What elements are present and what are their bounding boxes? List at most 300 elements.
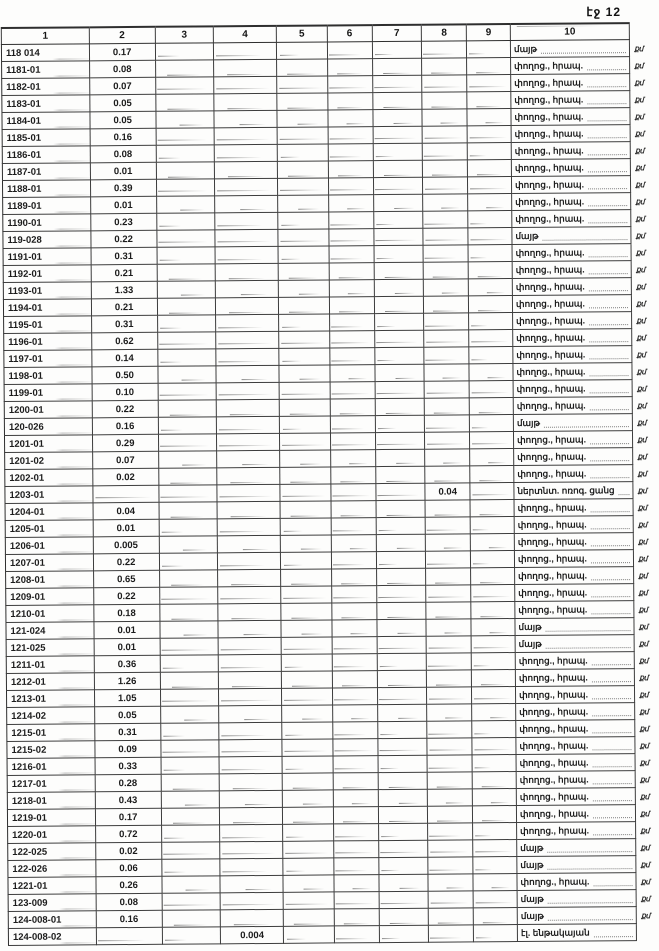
cell-c8 xyxy=(426,517,471,534)
object-type-label: փողոց., հրապ. xyxy=(519,757,589,768)
value-cell: 0.22 xyxy=(93,587,159,605)
dotted-leader xyxy=(587,120,626,121)
cell-c3 xyxy=(161,757,220,774)
cell-c8 xyxy=(428,857,473,874)
dotted-leader xyxy=(592,715,631,716)
dotted-leader xyxy=(547,851,632,853)
cell-c6 xyxy=(327,42,372,59)
margin-cell xyxy=(635,770,657,787)
row-id-cell: 1213-01 xyxy=(6,690,94,708)
row-id-cell: 124-008-01 xyxy=(8,911,96,929)
cell-c6 xyxy=(330,382,375,399)
cell-c3 xyxy=(160,689,219,706)
cell-c5 xyxy=(278,280,329,297)
object-type-cell xyxy=(516,737,635,755)
cell-c6 xyxy=(332,620,377,637)
unit-mark: քմ xyxy=(639,706,650,716)
dotted-leader xyxy=(543,239,628,241)
margin-cell xyxy=(631,294,653,311)
cell-c6 xyxy=(327,76,372,93)
value-cell: 0.31 xyxy=(91,247,157,265)
cell-c3 xyxy=(156,179,215,196)
object-type-cell xyxy=(514,533,633,551)
cell-c3 xyxy=(157,315,216,332)
margin-cell xyxy=(635,821,657,838)
dotted-leader xyxy=(590,409,629,410)
dotted-leader xyxy=(590,443,629,444)
cell-c7 xyxy=(379,908,429,925)
cell-c6 xyxy=(329,263,374,280)
margin-cell xyxy=(636,872,658,889)
cell-c6 xyxy=(332,637,377,654)
cell-c4 xyxy=(218,603,281,620)
margin-cell xyxy=(634,685,656,702)
dotted-leader xyxy=(592,749,631,750)
margin-cell xyxy=(632,328,654,345)
margin-cell xyxy=(635,702,657,719)
cell-c4 xyxy=(214,93,277,110)
object-type-cell xyxy=(517,839,636,857)
row-id-cell: 1197-01 xyxy=(4,350,92,368)
cell-c4 xyxy=(214,42,277,59)
cell-c8 xyxy=(422,92,467,109)
object-type-label: մայթ xyxy=(516,417,540,428)
row-id-cell: 1198-01 xyxy=(4,367,92,385)
value-cell: 1.33 xyxy=(91,281,157,299)
cell-c9 xyxy=(470,415,514,432)
object-type-label: փողոց., հրապ. xyxy=(515,179,585,190)
unit-mark: քմ xyxy=(636,366,648,376)
cell-c9 xyxy=(474,924,518,941)
value-cell: 0.09 xyxy=(95,740,161,758)
row-id-cell: 1218-01 xyxy=(7,792,95,810)
object-type-cell xyxy=(516,771,635,789)
cell-c5 xyxy=(280,433,331,450)
dotted-leader xyxy=(619,494,630,495)
cell-c7 xyxy=(373,160,423,177)
cell-c4 xyxy=(220,875,283,892)
cell-c8 xyxy=(425,415,470,432)
dotted-leader xyxy=(546,630,631,632)
cell-c4 xyxy=(220,790,283,807)
cell-c6 xyxy=(328,161,373,178)
cell-c3 xyxy=(156,213,215,230)
value-cell: 0.22 xyxy=(91,230,157,248)
cell-c4 xyxy=(220,892,283,909)
value-cell: 0.62 xyxy=(91,332,157,350)
cell-c8 xyxy=(428,823,473,840)
object-type-cell xyxy=(512,295,631,313)
cell-c6 xyxy=(329,246,374,263)
margin-cell xyxy=(634,668,656,685)
cell-c3 xyxy=(155,43,214,60)
value-cell: 0.07 xyxy=(92,451,158,469)
value-cell: 0.36 xyxy=(94,655,160,673)
cell-c3 xyxy=(158,468,217,485)
row-id-cell: 1214-02 xyxy=(7,707,95,725)
cell-c9 xyxy=(472,721,516,738)
cell-c4 xyxy=(217,501,280,518)
row-id-cell: 1200-01 xyxy=(4,401,92,419)
cell-c9 xyxy=(471,636,515,653)
cell-c5 xyxy=(281,637,332,654)
cell-c9 xyxy=(473,806,517,823)
unit-mark: քմ xyxy=(638,570,649,580)
value-cell: 0.21 xyxy=(91,298,157,316)
cell-c3 xyxy=(155,94,214,111)
value-cell: 0.10 xyxy=(92,383,158,401)
cell-c6 xyxy=(328,110,373,127)
row-id-cell: 1210-01 xyxy=(6,605,94,623)
cell-c9 xyxy=(468,211,512,228)
dotted-leader xyxy=(593,885,632,886)
cell-c8 xyxy=(429,908,474,925)
margin-cell xyxy=(631,277,653,294)
cell-c9 xyxy=(473,890,517,907)
cell-c8 xyxy=(426,551,471,568)
dotted-leader xyxy=(592,681,631,682)
cell-c3 xyxy=(162,910,221,927)
margin-cell xyxy=(632,379,654,396)
margin-cell xyxy=(631,209,653,226)
row-id-cell: 1201-01 xyxy=(4,435,92,453)
unit-mark: քմ xyxy=(634,77,645,87)
cell-c3 xyxy=(157,332,216,349)
object-type-label: փողոց., հրապ. xyxy=(517,468,587,479)
cell-c9 xyxy=(469,381,513,398)
cell-c6 xyxy=(331,467,376,484)
value-cell xyxy=(93,485,159,503)
cell-c8 xyxy=(425,500,470,517)
row-id-cell: 1192-01 xyxy=(3,265,91,283)
object-type-label: փողոց., հրապ. xyxy=(514,128,584,139)
cell-c6 xyxy=(332,603,377,620)
row-id-cell: 1212-01 xyxy=(6,673,94,691)
row-id-cell: 1188-01 xyxy=(2,180,90,198)
object-type-label: փողոց., հրապ. xyxy=(516,315,586,326)
dotted-leader xyxy=(588,154,627,155)
cell-c5 xyxy=(281,620,332,637)
object-type-label: փողոց., հրապ. xyxy=(519,740,589,751)
unit-mark: քմ xyxy=(638,604,649,614)
dotted-leader xyxy=(591,511,630,512)
margin-cell xyxy=(630,158,652,175)
cell-c5 xyxy=(277,127,328,144)
unit-mark: քմ xyxy=(635,247,647,257)
cell-c8 xyxy=(423,194,468,211)
cell-c9 xyxy=(470,432,514,449)
unit-mark: քմ xyxy=(636,349,647,359)
margin-cell xyxy=(634,651,656,668)
row-id-cell: 1211-01 xyxy=(6,656,94,674)
value-cell: 0.17 xyxy=(89,43,155,61)
object-type-label: փողոց., հրապ. xyxy=(515,264,585,275)
cell-c9 xyxy=(467,126,511,143)
margin-cell xyxy=(635,753,657,770)
cell-c6 xyxy=(333,841,378,858)
dotted-leader xyxy=(588,222,627,223)
cell-c4 xyxy=(218,654,281,671)
margin-cell xyxy=(635,736,657,753)
unit-mark: քմ xyxy=(637,451,648,461)
margin-cell xyxy=(635,719,657,736)
cell-c5 xyxy=(281,654,332,671)
cell-c9 xyxy=(469,313,513,330)
object-type-label: փողոց., հրապ. xyxy=(517,519,587,530)
cadastre-table-wrap xyxy=(1,22,659,946)
cell-c6 xyxy=(329,212,374,229)
object-type-label: փողոց., հրապ. xyxy=(516,383,586,394)
cell-c4 xyxy=(216,297,279,314)
cell-c7 xyxy=(377,653,427,670)
value-cell: 0.23 xyxy=(91,213,157,231)
dotted-leader xyxy=(589,324,628,325)
object-type-label: փողոց., հրապ. xyxy=(518,570,588,581)
cell-c3 xyxy=(158,366,217,383)
dotted-leader xyxy=(593,817,632,818)
dotted-leader xyxy=(591,562,630,563)
cell-c5 xyxy=(280,552,331,569)
object-type-label: փողոց., հրապ. xyxy=(516,366,586,377)
unit-mark: քմ xyxy=(638,672,650,682)
value-cell: 0.07 xyxy=(89,77,155,95)
object-type-cell xyxy=(517,856,636,874)
object-type-label: փողոց., հրապ. xyxy=(518,655,588,666)
cell-c3 xyxy=(161,808,220,825)
cell-c5 xyxy=(282,790,333,807)
cell-c6 xyxy=(330,348,375,365)
cell-c6 xyxy=(329,229,374,246)
unit-mark: քմ xyxy=(639,723,650,733)
cell-c4 xyxy=(216,314,279,331)
cell-c5 xyxy=(280,484,331,501)
object-type-cell xyxy=(515,669,634,687)
margin-cell xyxy=(636,855,658,872)
cell-c7 xyxy=(376,551,426,568)
unit-mark: քմ xyxy=(634,179,646,189)
object-type-label: փողոց., հրապ. xyxy=(519,723,589,734)
cell-c3 xyxy=(156,230,215,247)
dotted-leader xyxy=(546,647,631,649)
cell-c9 xyxy=(471,585,515,602)
cell-c4 xyxy=(219,773,282,790)
unit-mark: քմ xyxy=(635,230,646,240)
row-id-cell: 1220-01 xyxy=(8,826,96,844)
cell-c9 xyxy=(472,670,516,687)
margin-cell xyxy=(630,90,652,107)
cell-c9 xyxy=(470,466,514,483)
dotted-leader xyxy=(593,800,632,801)
cell-c4 xyxy=(218,535,281,552)
row-id-cell: 1183-01 xyxy=(2,95,90,113)
object-type-label: փողոց., հրապ. xyxy=(516,400,586,411)
unit-mark: քմ xyxy=(634,94,645,104)
cell-c7 xyxy=(372,92,422,109)
cell-c8 xyxy=(423,160,468,177)
dotted-leader xyxy=(548,902,633,904)
cell-c4 xyxy=(214,76,277,93)
cell-c5 xyxy=(279,399,330,416)
cell-c5 xyxy=(280,535,331,552)
cell-c5 xyxy=(283,926,334,943)
object-type-label: փողոց., հրապ. xyxy=(518,587,588,598)
dotted-leader xyxy=(590,477,629,478)
cell-c8 xyxy=(423,228,468,245)
cell-c8 xyxy=(428,772,473,789)
column-header: 9 xyxy=(466,24,510,41)
column-header: 2 xyxy=(89,27,155,44)
object-type-label: փողոց., հրապ. xyxy=(514,60,584,71)
margin-cell xyxy=(631,260,653,277)
object-type-label: փողոց., հրապ. xyxy=(517,553,587,564)
cell-c3 xyxy=(156,145,215,162)
unit-mark: քմ xyxy=(635,264,647,274)
cell-c5 xyxy=(283,841,334,858)
value-cell: 0.05 xyxy=(90,111,156,129)
dotted-leader xyxy=(587,103,626,104)
cell-c9 xyxy=(469,330,513,347)
cell-c6 xyxy=(330,416,375,433)
cell-c8 xyxy=(427,721,472,738)
cell-c9 xyxy=(470,534,514,551)
object-type-cell xyxy=(516,754,635,772)
cell-c8 xyxy=(426,602,471,619)
margin-cell xyxy=(631,192,653,209)
object-type-label: մայթ xyxy=(513,43,538,54)
object-type-label: փողոց., հրապ. xyxy=(519,689,589,700)
object-type-label: մայթ xyxy=(520,859,544,870)
unit-mark: քմ xyxy=(638,587,649,597)
object-type-label: մայթ xyxy=(518,638,542,649)
cell-c4 xyxy=(215,246,278,263)
object-type-cell xyxy=(512,261,631,279)
value-cell: 0.01 xyxy=(90,162,156,180)
cell-c5 xyxy=(278,297,329,314)
cell-c5 xyxy=(283,824,334,841)
object-type-cell xyxy=(512,227,631,245)
cell-c6 xyxy=(333,739,378,756)
value-cell: 0.16 xyxy=(92,417,158,435)
object-type-label: փողոց., հրապ. xyxy=(519,706,589,717)
unit-mark: քմ xyxy=(639,757,651,767)
dotted-leader xyxy=(588,137,627,138)
object-type-label: փողոց., հրապ. xyxy=(514,111,584,122)
margin-cell xyxy=(636,923,658,940)
cell-c4 xyxy=(217,467,280,484)
dotted-leader xyxy=(591,613,630,614)
cell-c6 xyxy=(328,195,373,212)
row-id-cell: 124-008-02 xyxy=(8,928,96,946)
margin-cell xyxy=(636,838,658,855)
table-body xyxy=(1,39,658,945)
cell-c6 xyxy=(328,93,373,110)
cell-c9 xyxy=(470,500,514,517)
cell-c8 xyxy=(424,347,469,364)
unit-mark: քմ xyxy=(640,893,652,903)
value-cell: 0.39 xyxy=(90,179,156,197)
cell-c8 xyxy=(428,874,473,891)
object-type-cell xyxy=(514,482,633,500)
column-header: 10 xyxy=(510,23,629,40)
cell-c9 xyxy=(473,840,517,857)
cell-c7 xyxy=(377,619,427,636)
row-id-cell: 1196-01 xyxy=(4,333,92,351)
cell-c7 xyxy=(378,857,428,874)
cell-c4 xyxy=(217,433,280,450)
dotted-leader xyxy=(592,732,631,733)
cell-c5 xyxy=(283,892,334,909)
object-type-label: փողոց., հրապ. xyxy=(515,196,585,207)
object-type-cell xyxy=(515,686,634,704)
cell-c7 xyxy=(374,347,424,364)
cell-c9 xyxy=(469,296,513,313)
cell-c3 xyxy=(161,842,220,859)
unit-mark: քմ xyxy=(638,655,650,665)
dotted-leader xyxy=(589,307,628,308)
object-type-cell xyxy=(517,890,636,908)
unit-mark: քմ xyxy=(635,281,647,291)
cell-c5 xyxy=(283,858,334,875)
cell-c7 xyxy=(378,755,428,772)
cell-c5 xyxy=(278,195,329,212)
cell-c5 xyxy=(277,110,328,127)
margin-cell xyxy=(633,481,655,498)
object-type-label: փողոց., հրապ. xyxy=(518,672,588,683)
cell-c6 xyxy=(334,926,379,943)
object-type-label: փողոց., հրապ. xyxy=(514,77,584,88)
cell-c5 xyxy=(281,586,332,603)
object-type-cell xyxy=(511,108,630,126)
unit-mark: քմ xyxy=(639,774,651,784)
cell-c4 xyxy=(215,263,278,280)
dotted-leader xyxy=(590,392,629,393)
cell-c5 xyxy=(278,229,329,246)
cell-c4 xyxy=(215,161,278,178)
cell-c3 xyxy=(159,570,218,587)
object-type-cell xyxy=(515,601,634,619)
cell-c7 xyxy=(376,517,426,534)
cell-c5 xyxy=(282,807,333,824)
value-cell: 0.05 xyxy=(94,706,160,724)
cell-c5 xyxy=(283,875,334,892)
cell-c3 xyxy=(156,196,215,213)
cell-c5 xyxy=(277,144,328,161)
object-type-cell xyxy=(515,567,634,585)
value-cell: 0.28 xyxy=(95,774,161,792)
cell-c6 xyxy=(330,399,375,416)
cell-c7 xyxy=(377,738,427,755)
unit-mark: քմ xyxy=(634,128,646,138)
row-id-cell: 1204-01 xyxy=(5,503,93,521)
cell-c3 xyxy=(159,536,218,553)
cell-c4 xyxy=(217,416,280,433)
cell-c7 xyxy=(375,432,425,449)
cell-c4 xyxy=(219,671,282,688)
cell-c6 xyxy=(334,875,379,892)
value-cell: 0.08 xyxy=(89,60,155,78)
cell-c8 xyxy=(427,670,472,687)
cell-c7 xyxy=(372,41,422,58)
object-type-label: փողոց., հրապ. xyxy=(518,604,588,615)
cell-c3 xyxy=(159,519,218,536)
cell-c7 xyxy=(374,262,424,279)
cell-c4 xyxy=(216,365,279,382)
dotted-leader xyxy=(587,69,626,70)
cell-c8 xyxy=(423,245,468,262)
margin-cell xyxy=(630,175,652,192)
object-type-cell xyxy=(511,159,630,177)
value-cell: 0.31 xyxy=(91,315,157,333)
